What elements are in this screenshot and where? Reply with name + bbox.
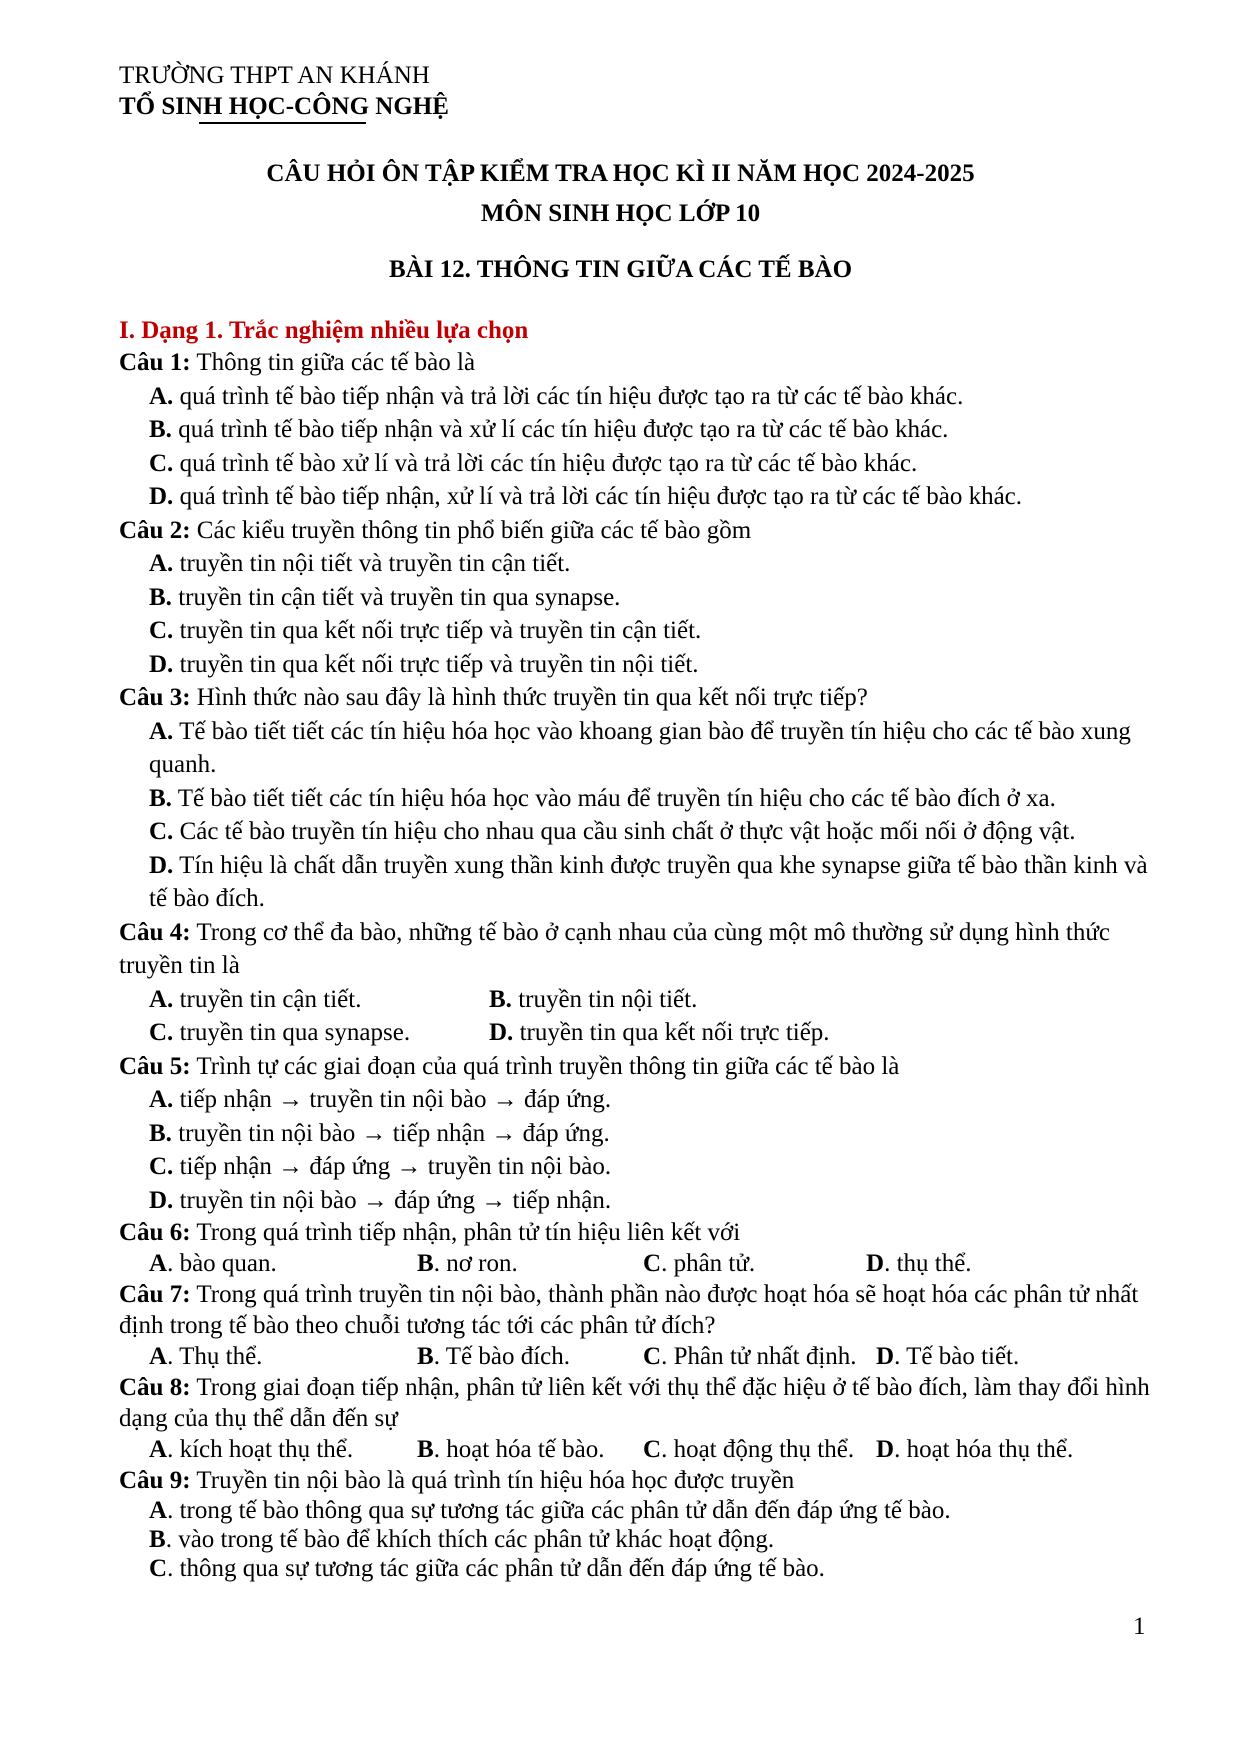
option-key: D	[876, 1343, 895, 1370]
option-text: . hoạt động thụ thể.	[661, 1436, 855, 1463]
answer-option	[866, 1248, 972, 1279]
option-text: quá trình tế bào tiếp nhận, xử lí và trả lời các tín hiệu được tạo ra từ các tế bào khác.	[173, 483, 1023, 510]
option-key: B.	[149, 583, 172, 611]
option-key: B.	[149, 416, 172, 443]
option-text: . Tế bào đích.	[433, 1343, 570, 1370]
answer-option	[643, 1434, 854, 1465]
option-text: quá trình tế bào tiếp nhận và trả lời các tín hiệu được tạo ra từ các tế bào khác.	[173, 382, 964, 410]
question-label: Câu 9:	[119, 1467, 191, 1494]
department-underline	[199, 122, 366, 124]
option-text: . bào quan.	[167, 1250, 277, 1277]
answer-option	[643, 1248, 755, 1279]
option-text: . hoạt hóa tế bào.	[433, 1436, 605, 1463]
option-key: D	[876, 1436, 895, 1463]
option-text: . Tế bào tiết.	[894, 1343, 1020, 1370]
answer-option	[119, 547, 1169, 581]
question-text: Trong giai đoạn tiếp nhận, phân tử liên kết với thụ thể đặc hiệu ở tế bào đích, làm thay đổi hình dạng của thụ thể dẫn đến sự	[119, 1374, 1150, 1432]
option-text: . vào trong tế bào để khích thích các phân tử khác hoạt động.	[165, 1526, 775, 1553]
option-key: D.	[149, 650, 174, 678]
answer-option-row	[119, 1248, 1169, 1279]
option-key: D.	[149, 851, 174, 879]
document-header	[119, 60, 449, 122]
option-key: B.	[489, 985, 512, 1013]
option-text: truyền tin qua synapse.	[173, 1019, 411, 1046]
question-label: Câu 7:	[119, 1281, 191, 1308]
option-text: . phân tử.	[661, 1250, 756, 1277]
answer-option-row	[119, 1016, 1169, 1050]
option-text: truyền tin nội tiết.	[511, 985, 698, 1013]
option-text: quá trình tế bào tiếp nhận và xử lí các tín hiệu được tạo ra từ các tế bào khác.	[171, 416, 949, 443]
question-text: Truyền tin nội bào là quá trình tín hiệu hóa học được truyền	[190, 1467, 795, 1494]
question	[119, 1217, 1169, 1248]
page-number: 1	[1133, 1613, 1146, 1640]
answer-option	[417, 1434, 604, 1465]
option-key: C.	[149, 1153, 174, 1180]
option-key: D	[866, 1250, 885, 1277]
answer-option	[119, 648, 1169, 682]
option-text: Tế bào tiết tiết các tín hiệu hóa học vào máu để truyền tín hiệu cho các tế bào đích ở xa.	[171, 784, 1056, 812]
option-text: truyền tin nội bào → đáp ứng → tiếp nhận.	[173, 1186, 612, 1214]
question-text: Trình tự các giai đoạn của quá trình truyền thông tin giữa các tế bào là	[190, 1052, 900, 1080]
option-text: truyền tin qua kết nối trực tiếp.	[513, 1019, 830, 1046]
option-text: truyền tin qua kết nối trực tiếp và truyền tin cận tiết.	[173, 617, 702, 644]
option-key: A.	[149, 1086, 174, 1113]
question	[119, 346, 1169, 380]
option-key: B.	[149, 784, 172, 812]
option-key: B	[417, 1250, 434, 1277]
question-list	[119, 316, 1169, 1583]
option-text: quá trình tế bào xử lí và trả lời các tín hiệu được tạo ra từ các tế bào khác.	[173, 449, 918, 477]
option-key: A	[149, 1497, 168, 1524]
option-key: C.	[149, 1019, 174, 1046]
answer-option	[119, 413, 1169, 447]
question	[119, 1372, 1169, 1434]
answer-option	[149, 1341, 262, 1372]
question-label: Câu 3:	[119, 684, 191, 711]
question-label: Câu 2:	[119, 516, 191, 544]
answer-option	[119, 715, 1169, 782]
option-key: D.	[149, 483, 174, 510]
subject-title: MÔN SINH HỌC LỚP 10	[480, 200, 761, 227]
question-label: Câu 6:	[119, 1219, 191, 1246]
question-label: Câu 8:	[119, 1374, 191, 1401]
answer-option	[643, 1341, 857, 1372]
option-key: C	[643, 1343, 662, 1370]
question-label: Câu 5:	[119, 1052, 191, 1080]
option-text: Tế bào tiết tiết các tín hiệu hóa học vào khoang gian bào để truyền tín hiệu cho các tế bào xung quanh.	[149, 717, 1131, 778]
option-text: truyền tin nội tiết và truyền tin cận tiết.	[173, 550, 571, 577]
answer-option	[119, 1554, 1169, 1583]
answer-option	[149, 983, 361, 1017]
answer-option-row	[119, 1434, 1169, 1465]
answer-option	[489, 983, 697, 1017]
answer-option	[119, 1083, 1169, 1117]
answer-option	[119, 1496, 1169, 1525]
option-text: . Thụ thể.	[167, 1343, 263, 1370]
answer-option	[417, 1248, 518, 1279]
option-text: truyền tin cận tiết và truyền tin qua synapse.	[171, 583, 621, 611]
option-text: . nơ ron.	[433, 1250, 518, 1277]
answer-option	[149, 1248, 277, 1279]
lesson-title: BÀI 12. THÔNG TIN GIỮA CÁC TẾ BÀO	[388, 256, 853, 283]
option-text: . thông qua sự tương tác giữa các phân tử dẫn đến đáp ứng tế bào.	[167, 1555, 825, 1582]
question	[119, 681, 1169, 715]
answer-option	[876, 1341, 1019, 1372]
option-key: C	[643, 1250, 662, 1277]
option-text: tiếp nhận → truyền tin nội bào → đáp ứng.	[173, 1086, 612, 1113]
main-title: CÂU HỎI ÔN TẬP KIỂM TRA HỌC KÌ II NĂM HỌC 2024-2025	[266, 160, 975, 187]
option-key: A.	[149, 382, 174, 410]
option-text: truyền tin nội bào → tiếp nhận → đáp ứng.	[171, 1119, 610, 1147]
option-key: A	[149, 1250, 168, 1277]
answer-option	[119, 1525, 1169, 1554]
question	[119, 916, 1169, 983]
answer-option	[489, 1016, 830, 1050]
option-text: Tín hiệu là chất dẫn truyền xung thần kinh được truyền qua khe synapse giữa tế bào thần kinh và tế bào đích.	[149, 851, 1148, 912]
option-text: truyền tin qua kết nối trực tiếp và truyền tin nội tiết.	[173, 650, 699, 678]
option-key: C.	[149, 818, 174, 845]
answer-option	[119, 380, 1169, 414]
answer-option	[119, 480, 1169, 514]
question-label: Câu 4:	[119, 918, 191, 946]
option-key: A	[149, 1343, 168, 1370]
option-text: truyền tin cận tiết.	[173, 985, 362, 1013]
question-text: Các kiểu truyền thông tin phổ biến giữa các tế bào gồm	[190, 516, 752, 544]
answer-option	[149, 1016, 410, 1050]
answer-option	[119, 815, 1169, 849]
question	[119, 1465, 1169, 1496]
answer-option	[119, 447, 1169, 481]
option-key: C.	[149, 449, 174, 477]
question-text: Hình thức nào sau đây là hình thức truyền tin qua kết nối trực tiếp?	[190, 684, 868, 711]
option-key: D.	[149, 1186, 174, 1214]
option-key: C.	[149, 617, 174, 644]
question-text: Trong quá trình tiếp nhận, phân tử tín hiệu liên kết với	[190, 1219, 741, 1246]
answer-option-row	[119, 1341, 1169, 1372]
option-key: A	[149, 1436, 168, 1463]
question-text: Trong quá trình truyền tin nội bào, thành phần nào được hoạt hóa sẽ hoạt hóa các phân tử nhất định trong tế bào theo chuỗi tương tác tới các phân tử đích?	[119, 1281, 1139, 1339]
option-key: B.	[149, 1119, 172, 1147]
school-name: TRƯỜNG THPT AN KHÁNH	[119, 62, 430, 89]
option-key: A.	[149, 717, 174, 745]
question	[119, 1050, 1169, 1084]
option-key: A.	[149, 985, 174, 1013]
question-text: Trong cơ thể đa bào, những tế bào ở cạnh nhau của cùng một mô thường sử dụng hình thức truyền tin là	[119, 918, 1110, 979]
option-text: . trong tế bào thông qua sự tương tác giữa các phân tử dẫn đến đáp ứng tế bào.	[167, 1497, 951, 1524]
option-key: C	[149, 1555, 168, 1582]
answer-option-row	[119, 983, 1169, 1017]
option-key: B	[417, 1343, 434, 1370]
option-text: . Phân tử nhất định.	[661, 1343, 857, 1370]
answer-option	[119, 1117, 1169, 1151]
department-name: TỔ SINH HỌC-CÔNG NGHỆ	[119, 93, 449, 120]
option-key: C	[643, 1436, 662, 1463]
answer-option	[119, 614, 1169, 648]
option-key: D.	[489, 1019, 514, 1046]
question-text: Thông tin giữa các tế bào là	[190, 349, 476, 376]
answer-option	[119, 849, 1169, 916]
option-text: tiếp nhận → đáp ứng → truyền tin nội bào.	[173, 1153, 612, 1180]
option-text: . thụ thể.	[884, 1250, 972, 1277]
answer-option	[417, 1341, 570, 1372]
question	[119, 514, 1169, 548]
answer-option	[119, 581, 1169, 615]
answer-option	[149, 1434, 353, 1465]
option-text: . kích hoạt thụ thể.	[167, 1436, 354, 1463]
option-key: B	[149, 1526, 166, 1553]
answer-option	[876, 1434, 1073, 1465]
option-text: Các tế bào truyền tín hiệu cho nhau qua cầu sinh chất ở thực vật hoặc mối nối ở động vật.	[173, 818, 1076, 845]
option-key: A.	[149, 550, 174, 577]
answer-option	[119, 782, 1169, 816]
option-key: B	[417, 1436, 434, 1463]
question-label: Câu 1:	[119, 349, 191, 376]
section-heading: I. Dạng 1. Trắc nghiệm nhiều lựa chọn	[119, 317, 529, 344]
question	[119, 1279, 1169, 1341]
answer-option	[119, 1184, 1169, 1218]
answer-option	[119, 1150, 1169, 1184]
option-text: . hoạt hóa thụ thể.	[894, 1436, 1074, 1463]
